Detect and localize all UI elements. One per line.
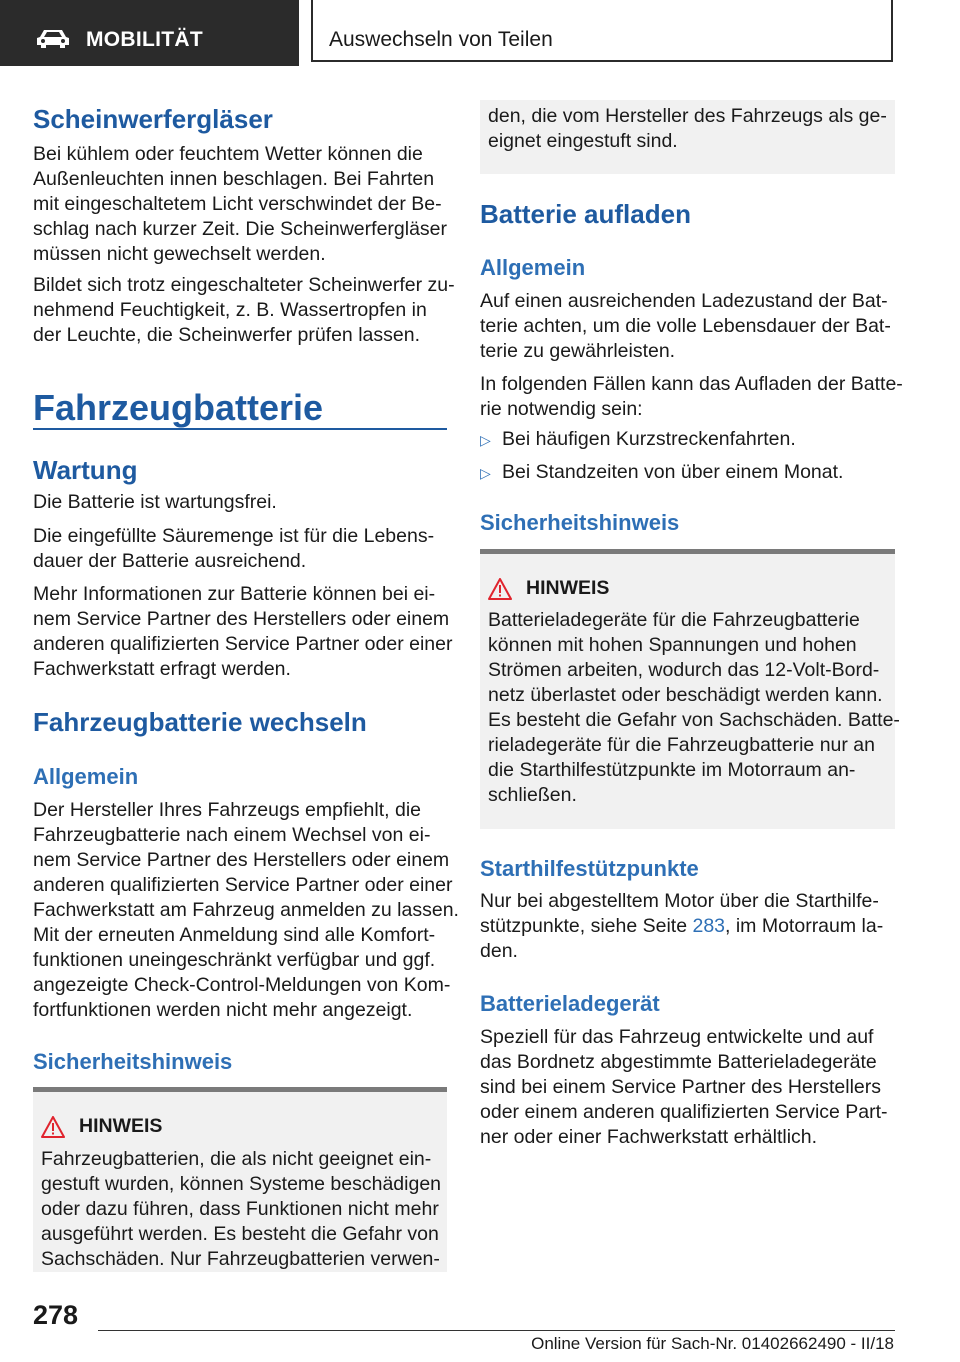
text-line: schließen. xyxy=(488,784,577,806)
paragraph-aufladen-2 xyxy=(480,372,903,422)
text-line: sind bei einem Service Partner des Herstellers xyxy=(480,1076,882,1098)
text-line: mit eingeschaltetem Licht verschwindet der Be- xyxy=(33,193,442,215)
text-line: Batterieladegeräte für die Fahrzeugbatterie xyxy=(488,609,860,631)
text-line: fortfunktionen werden nicht mehr angezeigt. xyxy=(33,999,413,1021)
text-line: netz überlastet oder beschädigt werden kann. xyxy=(488,684,883,706)
notice-title: HINWEIS xyxy=(79,1115,163,1137)
paragraph-wartung-2 xyxy=(33,524,447,574)
list-item-text: Bei Standzeiten von über einem Monat. xyxy=(502,461,844,483)
text-line: Fachwerkstatt am Fahrzeug anmelden zu lassen. xyxy=(33,899,459,921)
notice-box-continued xyxy=(480,100,895,174)
triangle-bullet-icon: ▷ xyxy=(480,432,491,448)
text-line: Es besteht die Gefahr von Sachschäden. Batte- xyxy=(488,709,900,731)
text-line: eignet eingestuft sind. xyxy=(488,130,678,152)
page-number: 278 xyxy=(33,1300,79,1330)
notice-header xyxy=(41,1115,162,1138)
text-fragment: stützpunkte, siehe Seite xyxy=(480,915,693,937)
text-line: müssen nicht gewechselt werden. xyxy=(33,243,326,265)
list-item xyxy=(480,460,895,486)
list-item-text: Bei häufigen Kurzstreckenfahrten. xyxy=(502,428,796,450)
text-line: angezeigte Check-Control-Meldungen von Kom- xyxy=(33,974,451,996)
paragraph-scheinwerfer-1 xyxy=(33,142,447,267)
notice-box xyxy=(33,1092,447,1272)
paragraph-wartung-1 xyxy=(33,490,447,515)
notice-text-continued xyxy=(488,104,903,154)
text-line: funktionen uneingeschränkt verfügbar und ggf. xyxy=(33,949,436,971)
heading-allgemein: Allgemein xyxy=(480,255,586,280)
text-line: gestuft wurden, können Systeme beschädigen xyxy=(41,1173,442,1195)
heading-allgemein: Allgemein xyxy=(33,764,139,789)
heading-fahrzeugbatterie: Fahrzeugbatterie xyxy=(33,387,324,428)
page-link[interactable]: 283 xyxy=(692,915,726,937)
text-line: Fahrzeugbatterien, die als nicht geeignet ein- xyxy=(41,1148,432,1170)
text-line: nehmend Feuchtigkeit, z. B. Wassertropfen in xyxy=(33,299,427,321)
footer-rule xyxy=(98,1330,895,1331)
text-line: rie notwendig sein: xyxy=(480,398,643,420)
triangle-bullet-icon: ▷ xyxy=(480,465,491,481)
text-line: Fahrzeugbatterie nach einem Wechsel von ei- xyxy=(33,824,431,846)
text-line: ner oder einer Fachwerkstatt erhältlich. xyxy=(480,1126,818,1148)
paragraph-ladegeraet xyxy=(480,1025,895,1150)
text-line: terie zu gewährleisten. xyxy=(480,340,676,362)
text-line: oder einem anderen qualifizierten Service Part- xyxy=(480,1101,888,1123)
text-line: den. xyxy=(480,940,518,962)
heading-sicherheitshinweis: Sicherheitshinweis xyxy=(480,510,680,535)
warning-triangle-icon xyxy=(41,1116,65,1138)
text-line: das Bordnetz abgestimmte Batterieladegeräte xyxy=(480,1051,877,1073)
chapter-label: Auswechseln von Teilen xyxy=(329,28,553,51)
heading-batterie-wechseln: Fahrzeugbatterie wechseln xyxy=(33,707,367,737)
heading-batterieladegeraet: Batterieladegerät xyxy=(480,991,660,1016)
text-line: dauer der Batterie ausreichend. xyxy=(33,550,307,572)
paragraph-allgemein xyxy=(33,798,459,1023)
text-line: den, die vom Hersteller des Fahrzeugs als ge- xyxy=(488,105,887,127)
heading-wartung: Wartung xyxy=(33,455,138,485)
text-line: Die eingefüllte Säuremenge ist für die Lebens- xyxy=(33,525,435,547)
text-fragment: , im Motorraum la- xyxy=(725,915,884,937)
notice-header xyxy=(488,577,609,600)
text-line: können mit hohen Spannungen und hohen xyxy=(488,634,857,656)
header-chapter-tab xyxy=(311,0,893,62)
text-line: Der Hersteller Ihres Fahrzeugs empfiehlt, die xyxy=(33,799,421,821)
paragraph-scheinwerfer-2 xyxy=(33,273,455,348)
text-line: Speziell für das Fahrzeug entwickelte und auf xyxy=(480,1026,874,1048)
text-line: Strömen arbeiten, wodurch das 12-Volt-Bord- xyxy=(488,659,880,681)
notice-text xyxy=(41,1147,455,1272)
heading-sicherheitshinweis: Sicherheitshinweis xyxy=(33,1049,233,1074)
online-version-note: Online Version für Sach-Nr. 01402662490 - II/18 xyxy=(531,1334,894,1353)
text-line: anderen qualifizierten Service Partner oder einer xyxy=(33,874,453,896)
text-line: schlag nach kurzer Zeit. Die Scheinwerfergläser xyxy=(33,218,448,240)
paragraph-wartung-3 xyxy=(33,582,453,682)
text-line: Sachschäden. Nur Fahrzeugbatterien verwen- xyxy=(41,1248,440,1270)
text-line: nem Service Partner des Herstellers oder einem xyxy=(33,849,450,871)
heading-starthilfe: Starthilfestützpunkte xyxy=(480,856,699,881)
paragraph-aufladen-1 xyxy=(480,289,895,364)
notice-text xyxy=(488,608,903,808)
warning-triangle-icon xyxy=(488,578,512,600)
text-line: Bildet sich trotz eingeschalteter Scheinwerfer zu- xyxy=(33,274,455,296)
text-line: Mehr Informationen zur Batterie können bei ei- xyxy=(33,583,436,605)
car-icon xyxy=(36,28,70,48)
text-line: der Leuchte, die Scheinwerfer prüfen lassen. xyxy=(33,324,420,346)
notice-title: HINWEIS xyxy=(526,577,610,599)
text-line: Außenleuchten innen beschlagen. Bei Fahrten xyxy=(33,168,435,190)
text-line: oder dazu führen, dass Funktionen nicht mehr xyxy=(41,1198,439,1220)
text-line: anderen qualifizierten Service Partner oder einer xyxy=(33,633,453,655)
text-line: In folgenden Fällen kann das Aufladen der Batte- xyxy=(480,373,903,395)
paragraph-starthilfe xyxy=(480,889,895,964)
text-line: Bei kühlem oder feuchtem Wetter können die xyxy=(33,143,423,165)
text-line xyxy=(480,914,895,939)
text-line: Fachwerkstatt erfragt werden. xyxy=(33,658,291,680)
text-line: rieladegeräte für die Fahrzeugbatterie nur an xyxy=(488,734,875,756)
text-line: Auf einen ausreichenden Ladezustand der Bat- xyxy=(480,290,888,312)
text-line: nem Service Partner des Herstellers oder einem xyxy=(33,608,450,630)
notice-box xyxy=(480,554,900,829)
heading-batterie-aufladen: Batterie aufladen xyxy=(480,199,691,229)
heading-scheinwerfer: Scheinwerfergläser xyxy=(33,104,273,134)
text-line: Die Batterie ist wartungsfrei. xyxy=(33,491,277,513)
text-line: die Starthilfestützpunkte im Motorraum an- xyxy=(488,759,856,781)
heading-rule xyxy=(33,428,447,430)
text-line: Mit der erneuten Anmeldung sind alle Komfort- xyxy=(33,924,436,946)
header-section-tab xyxy=(0,0,299,66)
text-line: terie achten, um die volle Lebensdauer der Bat- xyxy=(480,315,891,337)
text-line: ausgeführt werden. Es besteht die Gefahr von xyxy=(41,1223,439,1245)
text-line: Nur bei abgestelltem Motor über die Starthilfe- xyxy=(480,890,879,912)
section-label: MOBILITÄT xyxy=(86,28,204,51)
list-item xyxy=(480,427,895,453)
